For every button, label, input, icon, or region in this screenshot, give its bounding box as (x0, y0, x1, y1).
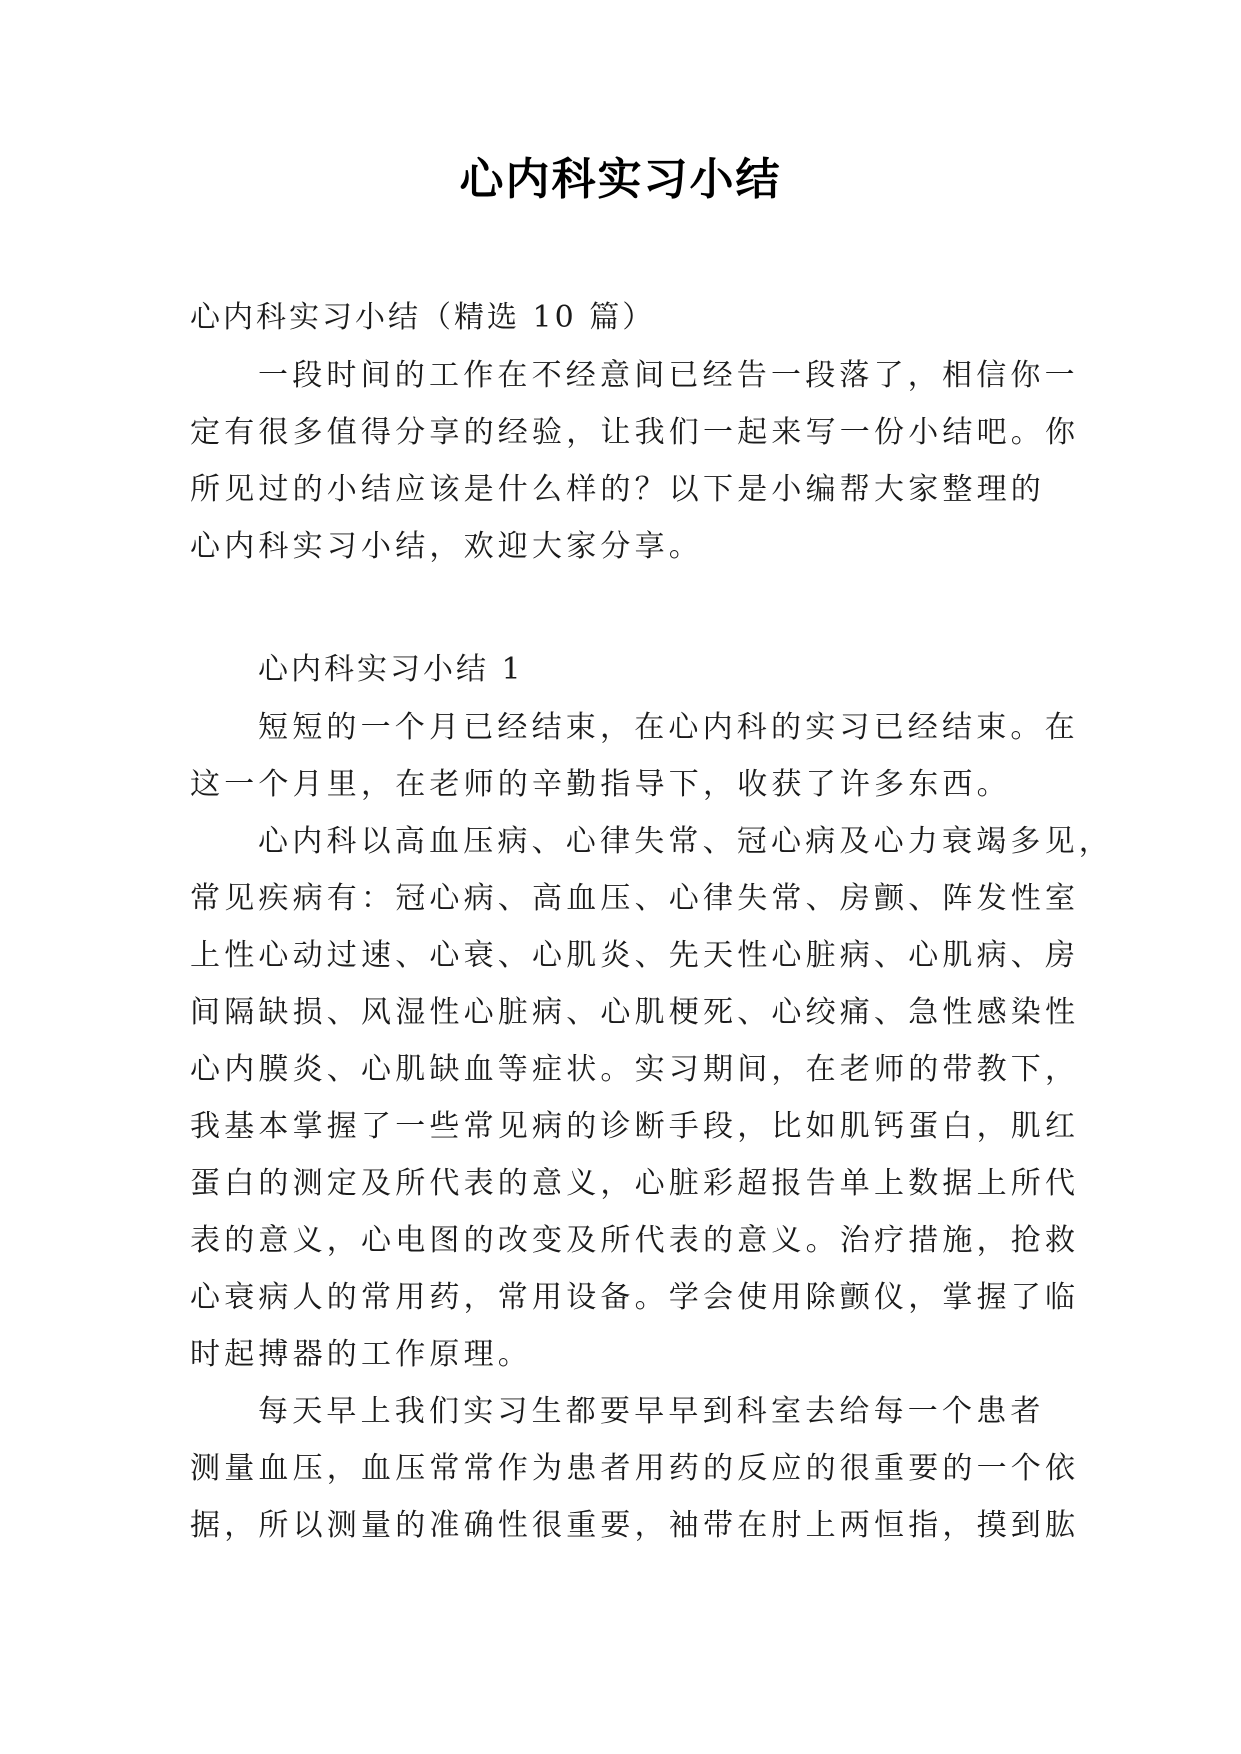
paragraph-line: 据，所以测量的准确性很重要，袖带在肘上两恒指，摸到肱 (190, 1508, 1080, 1543)
paragraph-line: 心内科以高血压病、心律失常、冠心病及心力衰竭多见， (258, 824, 1113, 859)
intro-line: 定有很多值得分享的经验，让我们一起来写一份小结吧。你 (190, 415, 1080, 450)
paragraph-line: 我基本掌握了一些常见病的诊断手段，比如肌钙蛋白，肌红 (190, 1109, 1080, 1144)
paragraph-line: 短短的一个月已经结束，在心内科的实习已经结束。在 (258, 710, 1079, 745)
paragraph-line: 测量血压，血压常常作为患者用药的反应的很重要的一个依 (190, 1451, 1080, 1486)
paragraph-line: 表的意义，心电图的改变及所代表的意义。治疗措施，抢救 (190, 1223, 1080, 1258)
intro-line: 所见过的小结应该是什么样的？以下是小编帮大家整理的 (190, 472, 1045, 507)
paragraph-line: 蛋白的测定及所代表的意义，心脏彩超报告单上数据上所代 (190, 1166, 1080, 1201)
paragraph-line: 常见疾病有：冠心病、高血压、心律失常、房颤、阵发性室 (190, 881, 1080, 916)
paragraph-line: 上性心动过速、心衰、心肌炎、先天性心脏病、心肌病、房 (190, 938, 1080, 973)
paragraph-line: 心内膜炎、心肌缺血等症状。实习期间，在老师的带教下， (190, 1052, 1080, 1087)
paragraph-line: 心衰病人的常用药，常用设备。学会使用除颤仪，掌握了临 (190, 1280, 1080, 1315)
section-heading: 心内科实习小结 1 (258, 652, 524, 687)
paragraph-line: 每天早上我们实习生都要早早到科室去给每一个患者 (258, 1394, 1045, 1429)
paragraph-line: 间隔缺损、风湿性心脏病、心肌梗死、心绞痛、急性感染性 (190, 995, 1080, 1030)
document-subtitle: 心内科实习小结（精选 10 篇） (190, 300, 656, 335)
document-title: 心内科实习小结 (459, 154, 782, 205)
intro-line: 一段时间的工作在不经意间已经告一段落了，相信你一 (258, 358, 1079, 393)
paragraph-line: 时起搏器的工作原理。 (190, 1337, 532, 1372)
paragraph-line: 这一个月里，在老师的辛勤指导下，收获了许多东西。 (190, 767, 1011, 802)
intro-line: 心内科实习小结，欢迎大家分享。 (190, 529, 703, 564)
